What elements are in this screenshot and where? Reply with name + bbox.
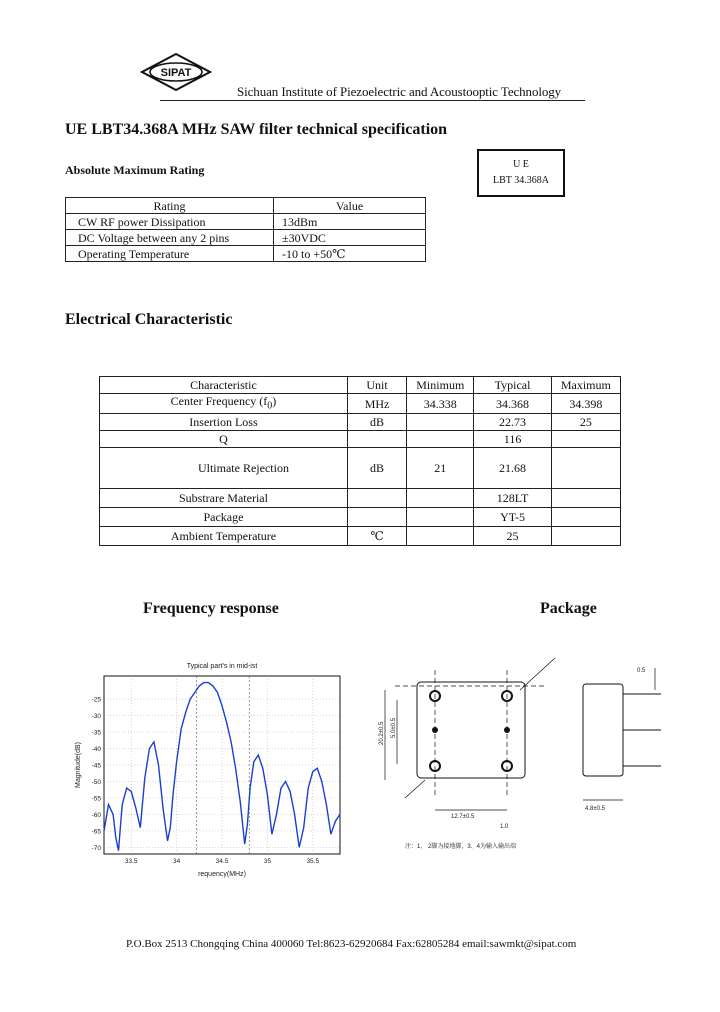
table-row [66, 230, 426, 246]
pin-5 [432, 727, 438, 733]
table-cell: 22.73 [474, 414, 551, 431]
table-cell [100, 394, 348, 414]
chart-title: Typical part's in mid-ist [186, 663, 258, 670]
table-cell: DC Voltage between any 2 pins [66, 230, 274, 246]
column-header: Unit [347, 377, 406, 394]
table-row [66, 214, 426, 230]
table-cell: 13dBm [274, 214, 426, 230]
x-tick-label: 35 [263, 858, 272, 865]
table-cell: dB [347, 414, 406, 431]
table-cell [347, 489, 406, 508]
table-cell: MHz [347, 394, 406, 414]
package-body-side-view [583, 684, 623, 776]
table-cell: 116 [474, 431, 551, 448]
table-cell: 21.68 [474, 448, 551, 489]
page-title: UE LBT34.368A MHz SAW filter technical specification [65, 121, 448, 138]
absolute-maximum-heading: Absolute Maximum Rating [65, 163, 205, 177]
frequency-response-chart [70, 658, 348, 880]
leader-line [520, 658, 555, 690]
table-cell: 128LT [474, 489, 551, 508]
x-tick-label: 35.5 [306, 858, 320, 865]
y-tick-label: -70 [91, 844, 101, 852]
table-cell: CW RF power Dissipation [66, 214, 274, 230]
part-number-box [477, 149, 565, 197]
table-cell [551, 508, 620, 527]
table-cell: Ambient Temperature [100, 527, 348, 546]
y-tick-label: -30 [91, 713, 101, 721]
x-axis-label: requency(MHz) [198, 871, 246, 878]
table-cell: 25 [551, 414, 620, 431]
footer-contact: P.O.Box 2513 Chongqing China 400060 Tel:8623-62920684 Fax:62805284 email:sawmkt@sipat.com [126, 938, 577, 950]
table-cell: YT-5 [474, 508, 551, 527]
table-cell: 21 [407, 448, 474, 489]
package-drawing [365, 650, 670, 855]
y-tick-label: -60 [91, 811, 101, 819]
package-note: 注：1、 2脚为接地脚，3、4为输入输出端 [405, 844, 517, 850]
table-cell: 25 [474, 527, 551, 546]
dim-label-2: 5.0±0.5 [391, 718, 397, 738]
sipat-logo [140, 52, 212, 92]
y-tick-label: -55 [91, 795, 101, 803]
table-cell: Insertion Loss [100, 414, 348, 431]
table-cell: -10 to +50℃ [274, 246, 426, 262]
electrical-heading: Electrical Characteristic [65, 311, 233, 328]
table-cell: 34.368 [474, 394, 551, 414]
table-header-row [66, 198, 426, 214]
x-tick-label: 34.5 [215, 858, 229, 865]
table-row [100, 508, 621, 527]
y-axis-label: Magnitude(dB) [75, 742, 82, 788]
dim-label-3: 12.7±0.5 [451, 814, 475, 820]
table-cell [347, 431, 406, 448]
table-cell [551, 489, 620, 508]
cell-text: ) [272, 394, 277, 408]
table-row [100, 394, 621, 414]
table-cell [551, 431, 620, 448]
part-box-line-1: U E [513, 159, 529, 170]
column-header: Characteristic [100, 377, 348, 394]
svg-text:SIPAT: SIPAT [160, 67, 192, 79]
dim-label-5: 0.5 [637, 668, 646, 674]
pin-6 [504, 727, 510, 733]
y-tick-label: -50 [91, 778, 101, 786]
institute-name: Sichuan Institute of Piezoelectric and Acoustooptic Technology [237, 84, 562, 99]
header-divider [160, 100, 585, 101]
y-tick-label: -45 [91, 762, 101, 770]
table-cell [407, 508, 474, 527]
column-header: Typical [474, 377, 551, 394]
table-cell: 34.398 [551, 394, 620, 414]
cell-text: Center Frequency (f [170, 394, 268, 408]
table-row [100, 414, 621, 431]
table-cell [407, 431, 474, 448]
y-tick-label: -65 [91, 828, 101, 836]
cell-subscript: 0 [267, 400, 273, 412]
table-cell [551, 527, 620, 546]
column-header: Rating [66, 198, 274, 214]
x-tick-label: 34 [172, 858, 181, 865]
table-cell [407, 489, 474, 508]
table-cell: dB [347, 448, 406, 489]
dim-label-6: 1.0 [500, 824, 509, 830]
table-cell: ℃ [347, 527, 406, 546]
table-header-row [100, 377, 621, 394]
table-cell [347, 508, 406, 527]
column-header: Maximum [551, 377, 620, 394]
frequency-response-heading: Frequency response [143, 600, 279, 617]
table-cell [551, 448, 620, 489]
table-row [100, 489, 621, 508]
table-row [66, 246, 426, 262]
table-row [100, 448, 621, 489]
part-box-line-2: LBT 34.368A [493, 175, 549, 186]
dim-label-1: 20.2±0.5 [379, 721, 385, 745]
table-cell: ±30VDC [274, 230, 426, 246]
table-cell: 34.338 [407, 394, 474, 414]
table-cell: Substrare Material [100, 489, 348, 508]
absolute-maximum-table [65, 197, 426, 262]
table-cell: Operating Temperature [66, 246, 274, 262]
table-cell: Ultimate Rejection [100, 448, 348, 489]
column-header: Minimum [407, 377, 474, 394]
y-tick-label: -35 [91, 729, 101, 737]
table-row [100, 431, 621, 448]
package-heading: Package [540, 600, 597, 617]
y-tick-label: -25 [91, 696, 101, 704]
table-cell [407, 414, 474, 431]
y-tick-label: -40 [91, 746, 101, 754]
dim-label-4: 4.8±0.5 [585, 806, 605, 812]
electrical-table [99, 376, 621, 546]
leader-line-2 [405, 780, 425, 798]
table-cell [407, 527, 474, 546]
table-cell: Package [100, 508, 348, 527]
table-row [100, 527, 621, 546]
table-cell: Q [100, 431, 348, 448]
x-tick-label: 33.5 [124, 858, 138, 865]
column-header: Value [274, 198, 426, 214]
